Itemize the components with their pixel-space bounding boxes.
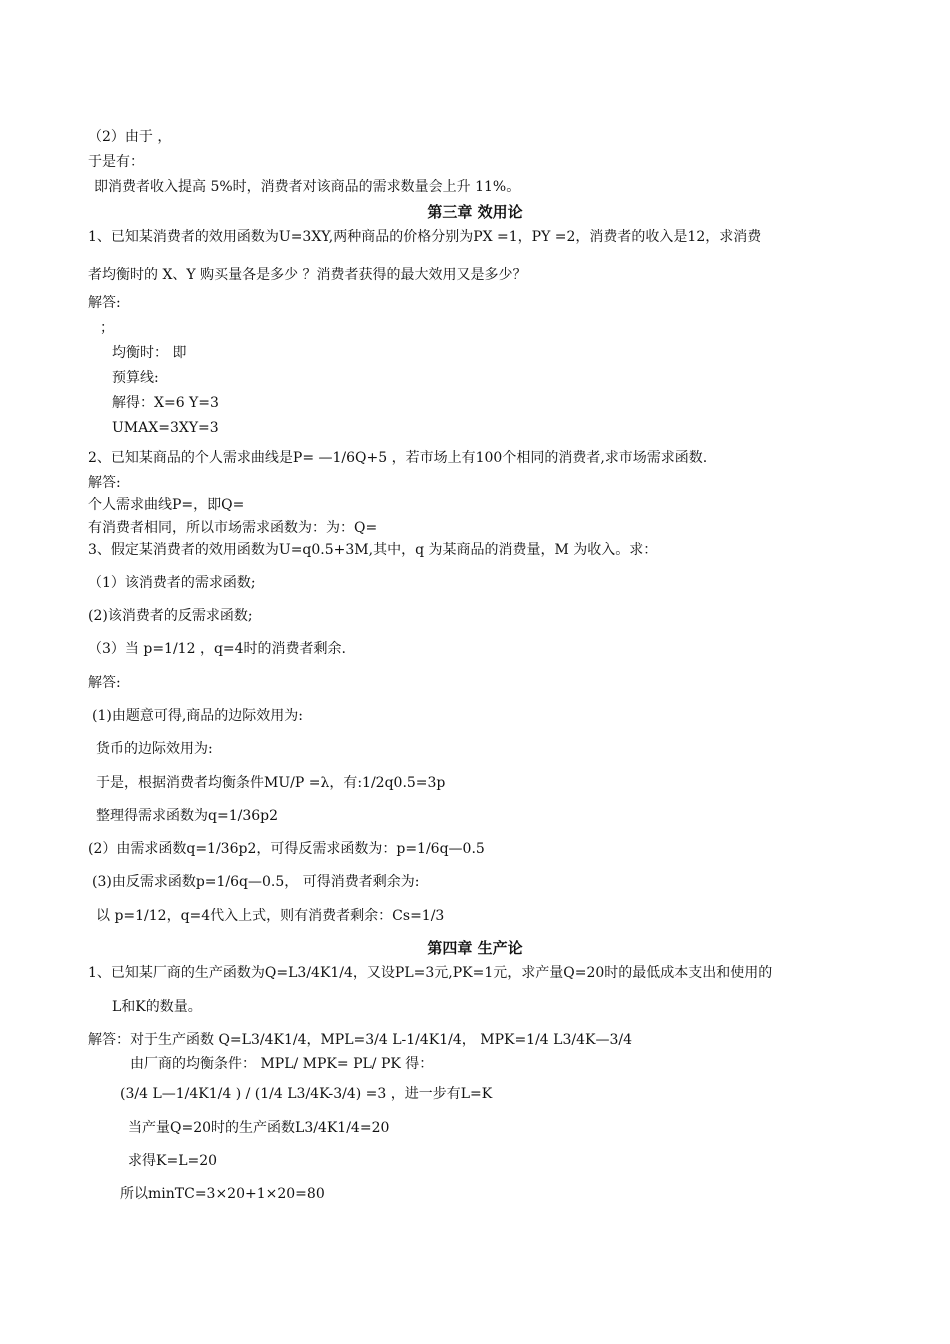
text-line: 解答: [88,675,121,691]
text-line: 于是，根据消费者均衡条件MU/P =λ，有:1/2q0.5=3p [96,775,446,791]
text-line: (3/4 L—1/4K1/4 ) / (1/4 L3/4K-3/4) =3 ，进一步有L=K [120,1086,493,1102]
text-line: 预算线: [112,370,159,386]
text-line: 2、已知某商品的个人需求曲线是P= —1/6Q+5 ，若市场上有100个相同的消费者,求市场需求函数. [88,450,708,466]
text-line: L和K的数量。 [112,999,202,1015]
text-line: 者均衡时的 X、Y 购买量各是多少 ？消费者获得的最大效用又是多少？ [88,267,527,283]
text-line: 个人需求曲线P=，即Q= [88,497,245,513]
text-line: 求得K=L=20 [128,1153,218,1169]
text-line: 整理得需求函数为q=1/36p2 [96,808,278,824]
chapter-heading: 第三章 效用论 [427,203,523,221]
text-line: 所以minTC=3×20+1×20=80 [120,1186,325,1202]
text-line: （3）当 p=1/12 ，q=4时的消费者剩余. [88,641,346,657]
text-line: 由厂商的均衡条件： MPL/ MPK= PL/ PK 得： [130,1056,434,1072]
text-line: (2)该消费者的反需求函数; [88,608,253,624]
text-line: 3、假定某消费者的效用函数为U=q0.5+3M,其中，q 为某商品的消费量，M 为收入。求： [88,542,658,558]
text-line: 当产量Q=20时的生产函数L3/4K1/4=20 [128,1120,390,1136]
text-line: 以 p=1/12，q=4代入上式，则有消费者剩余：Cs=1/3 [96,908,445,924]
text-line: UMAX=3XY=3 [112,420,219,436]
text-line: 1、已知某厂商的生产函数为Q=L3/4K1/4，又设PL=3元,PK=1元，求产量Q=20时的最低成本支出和使用的 [88,965,773,981]
text-line: 货币的边际效用为: [96,741,213,757]
text-line: (1)由题意可得,商品的边际效用为: [92,708,303,724]
text-line: (3)由反需求函数p=1/6q—0.5， 可得消费者剩余为: [92,874,420,890]
text-line: 有消费者相同，所以市场需求函数为：为：Q= [88,520,378,536]
text-line: 于是有： [88,154,144,170]
text-line: （2）由于 ， [88,129,172,145]
text-line: 解答: [88,295,121,311]
text-line: 均衡时： 即 [112,345,187,361]
text-line: 1、已知某消费者的效用函数为U=3XY,两种商品的价格分别为PX =1，PY =2，消费者的收入是12，求消费 [88,229,762,245]
text-line: 解得：X=6 Y=3 [112,395,219,411]
text-line: 即消费者收入提高 5%时，消费者对该商品的需求数量会上升 11%。 [94,179,521,195]
chapter-heading: 第四章 生产论 [427,939,523,957]
text-line: ； [100,320,114,336]
text-line: （1）该消费者的需求函数; [88,575,256,591]
text-line: (2）由需求函数q=1/36p2，可得反需求函数为：p=1/6q—0.5 [88,841,485,857]
text-line: 解答: [88,475,121,491]
text-line: 解答：对于生产函数 Q=L3/4K1/4，MPL=3/4 L-1/4K1/4， MPK=1/4 L3/4K—3/4 [88,1032,632,1048]
